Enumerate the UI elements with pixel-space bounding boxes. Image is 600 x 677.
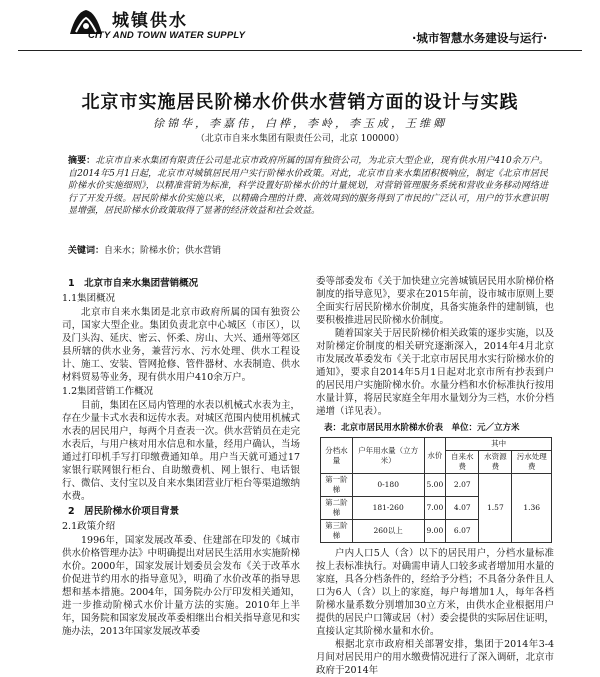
journal-name-cn: 城镇供水 bbox=[112, 11, 188, 31]
paragraph: 委等部委发布《关于加快建立完善城镇居民用水阶梯价格制度的指导意见》，要求在2015年前，设市城市原则上要全面实行居民阶梯水价制度，具备实施条件的建制镇，也要积极推进居民阶梯水价制度。 bbox=[316, 276, 554, 326]
table-header: 自来水费 bbox=[446, 451, 479, 474]
table-header: 分档水量 bbox=[321, 438, 353, 474]
paragraph: 户内人口5人（含）以下的居民用户，分档水量标准按上表标准执行。对确需申请人口较多或者增加用水量的家庭，具各分档条件的，经给予分档；不具备分条件且人口为6人（含）以上的家庭，每户每增加1人，每年各档阶梯水量系数分别增加30立方米，由供水企业根据用户提供的居民户口簿或居（村）委会提供的实际居住证明，直接认定其阶梯水量和水价。 bbox=[316, 548, 554, 637]
keywords bbox=[68, 243, 548, 256]
paragraph: 根据北京市政府相关部署安排，集团于2014年3-4月间对居民用户的用水缴费情况进行了深入调研，北京市政府于2014年 bbox=[316, 639, 554, 676]
abstract bbox=[68, 155, 548, 218]
table-header: 水价 bbox=[424, 438, 446, 474]
table-cell: 2.07 bbox=[446, 474, 479, 497]
left-column bbox=[62, 275, 300, 638]
table-cell: 6.07 bbox=[446, 520, 479, 543]
subsection-heading: 1.2集团营销工作概况 bbox=[62, 386, 154, 397]
table-cell: 5.00 bbox=[424, 474, 446, 497]
column-tag: ·城市智慧水务建设与运行· bbox=[412, 31, 548, 45]
table-cell: 260以上 bbox=[352, 520, 424, 543]
section-heading: 2 居民阶梯水价项目背景 bbox=[68, 506, 180, 517]
article-authors: 徐锦华，李嘉伟，白桦，李岭，李玉成，王维卿 bbox=[153, 117, 447, 130]
paragraph: 目前，集团在区局内管理的水表以机械式水表为主，存在少量卡式水表和远传水表。对城区范围内使用机械式水表的居民用户，每两个月查表一次。供水营销员在走完水表后，与用户核对用水信息和水量，经用户确认，当场通过打印机手写打印缴费通知单。用户当天就可通过17家银行联网银行柜台、自助缴费机、网上银行、电话银行、微信、支付宝以及自来水集团营业厅柜台等渠道缴纳水费。 bbox=[62, 400, 300, 502]
table-header: 其中 bbox=[446, 438, 552, 451]
keywords-label: 关键词： bbox=[68, 246, 105, 256]
article-affiliation: （北京市自来水集团有限责任公司，北京 100000） bbox=[195, 134, 405, 144]
table-cell: 第三阶梯 bbox=[321, 520, 353, 543]
table-row bbox=[321, 474, 552, 497]
section-heading: 1 北京市自来水集团营销概况 bbox=[68, 278, 199, 289]
paragraph: 1996年，国家发展改革委、住建部在印发的《城市供水价格管理办法》中明确提出对居民生活用水实施阶梯水价。2000年，国家发展计划委员会发布《关于改革水价促进节约用水的指导意见》，明确了水价改革的指导思想和基本措施。2004年，国务院办公厅印发相关通知，进一步推动阶梯式水价计量方法的实施。2010年上半年，国务院和国家发展改革委相继出台相关指导意见和实施办法，2013年国家发展改革委 bbox=[62, 535, 300, 637]
abstract-text: 北京市自来水集团有限责任公司是北京市政府所属的国有独资公司，为北京大型企业，现有供水用户410余万户。自2014年5月1日起，北京市对城镇居民用户实行阶梯水价政策。对此，北京市自来水集团积极响应，制定《北京市居民阶梯水价实施细则》，以精准营销为标准，科学设置好阶梯水价的计量规划，对营销管理服务系统和营收业务移动网络进行了开发升级。居民阶梯水价实施以来，以精确合理的计费、高效周到的服务得到了市民的广泛认可，用户的节水意识明显增强，居民阶梯水价政策取得了显著的经济效益和社会效益。 bbox=[68, 156, 548, 216]
table-cell: 9.00 bbox=[424, 520, 446, 543]
table-cell: 0-180 bbox=[352, 474, 424, 497]
paragraph: 随着国家关于居民阶梯价相关政策的逐步实施，以及对阶梯定价制度的相关研究逐渐深入，2014年4月北京市发展改革委发布《关于北京市居民用水实行阶梯水价的通知》，要求自2014年5月1日起对北京市所有抄表到户的居民用户实施阶梯水价。水量分档和水价标准执行按用水量计算，将居民家庭全年用水量划分为三档，水价分档递增（详见表）。 bbox=[316, 328, 554, 417]
journal-header bbox=[0, 0, 600, 58]
table-cell: 第二阶梯 bbox=[321, 497, 353, 520]
header-divider bbox=[18, 50, 582, 51]
journal-name-en: CITY AND TOWN WATER SUPPLY bbox=[88, 30, 246, 41]
paragraph: 北京市自来水集团是北京市政府所属的国有独资公司，国家大型企业。集团负责北京中心城区（市区），以及门头沟、延庆、密云、怀柔、房山、大兴、通州等郊区县所辖的供水业务，兼营污水、污水处理、供水工程设计、施工、安装、管网抢修、管件器材、水表制造、供水材料贸易等业务，现有供水用户410余万户。 bbox=[62, 307, 300, 383]
table-cell: 7.00 bbox=[424, 497, 446, 520]
table-cell: 181-260 bbox=[352, 497, 424, 520]
table-cell: 4.07 bbox=[446, 497, 479, 520]
table-cell: 1.57 bbox=[479, 474, 512, 543]
subsection-heading: 2.1政策介绍 bbox=[62, 521, 116, 532]
table-cell: 第一阶梯 bbox=[321, 474, 353, 497]
keywords-text: 自来水；阶梯水价；供水营销 bbox=[104, 246, 222, 256]
table-header: 污水处理费 bbox=[512, 451, 552, 474]
table-cell: 1.36 bbox=[512, 474, 552, 543]
table-header: 水资源费 bbox=[479, 451, 512, 474]
tiered-price-table bbox=[320, 437, 552, 543]
article-title: 北京市实施居民阶梯水价供水营销方面的设计与实践 bbox=[81, 92, 519, 113]
subsection-heading: 1.1集团概况 bbox=[62, 293, 116, 304]
abstract-label: 摘要： bbox=[68, 156, 96, 166]
table-header: 户年用水量（立方米） bbox=[352, 438, 424, 474]
right-column bbox=[316, 275, 554, 677]
table-caption: 表：北京市居民用水阶梯水价表 单位：元／立方米 bbox=[324, 423, 520, 433]
